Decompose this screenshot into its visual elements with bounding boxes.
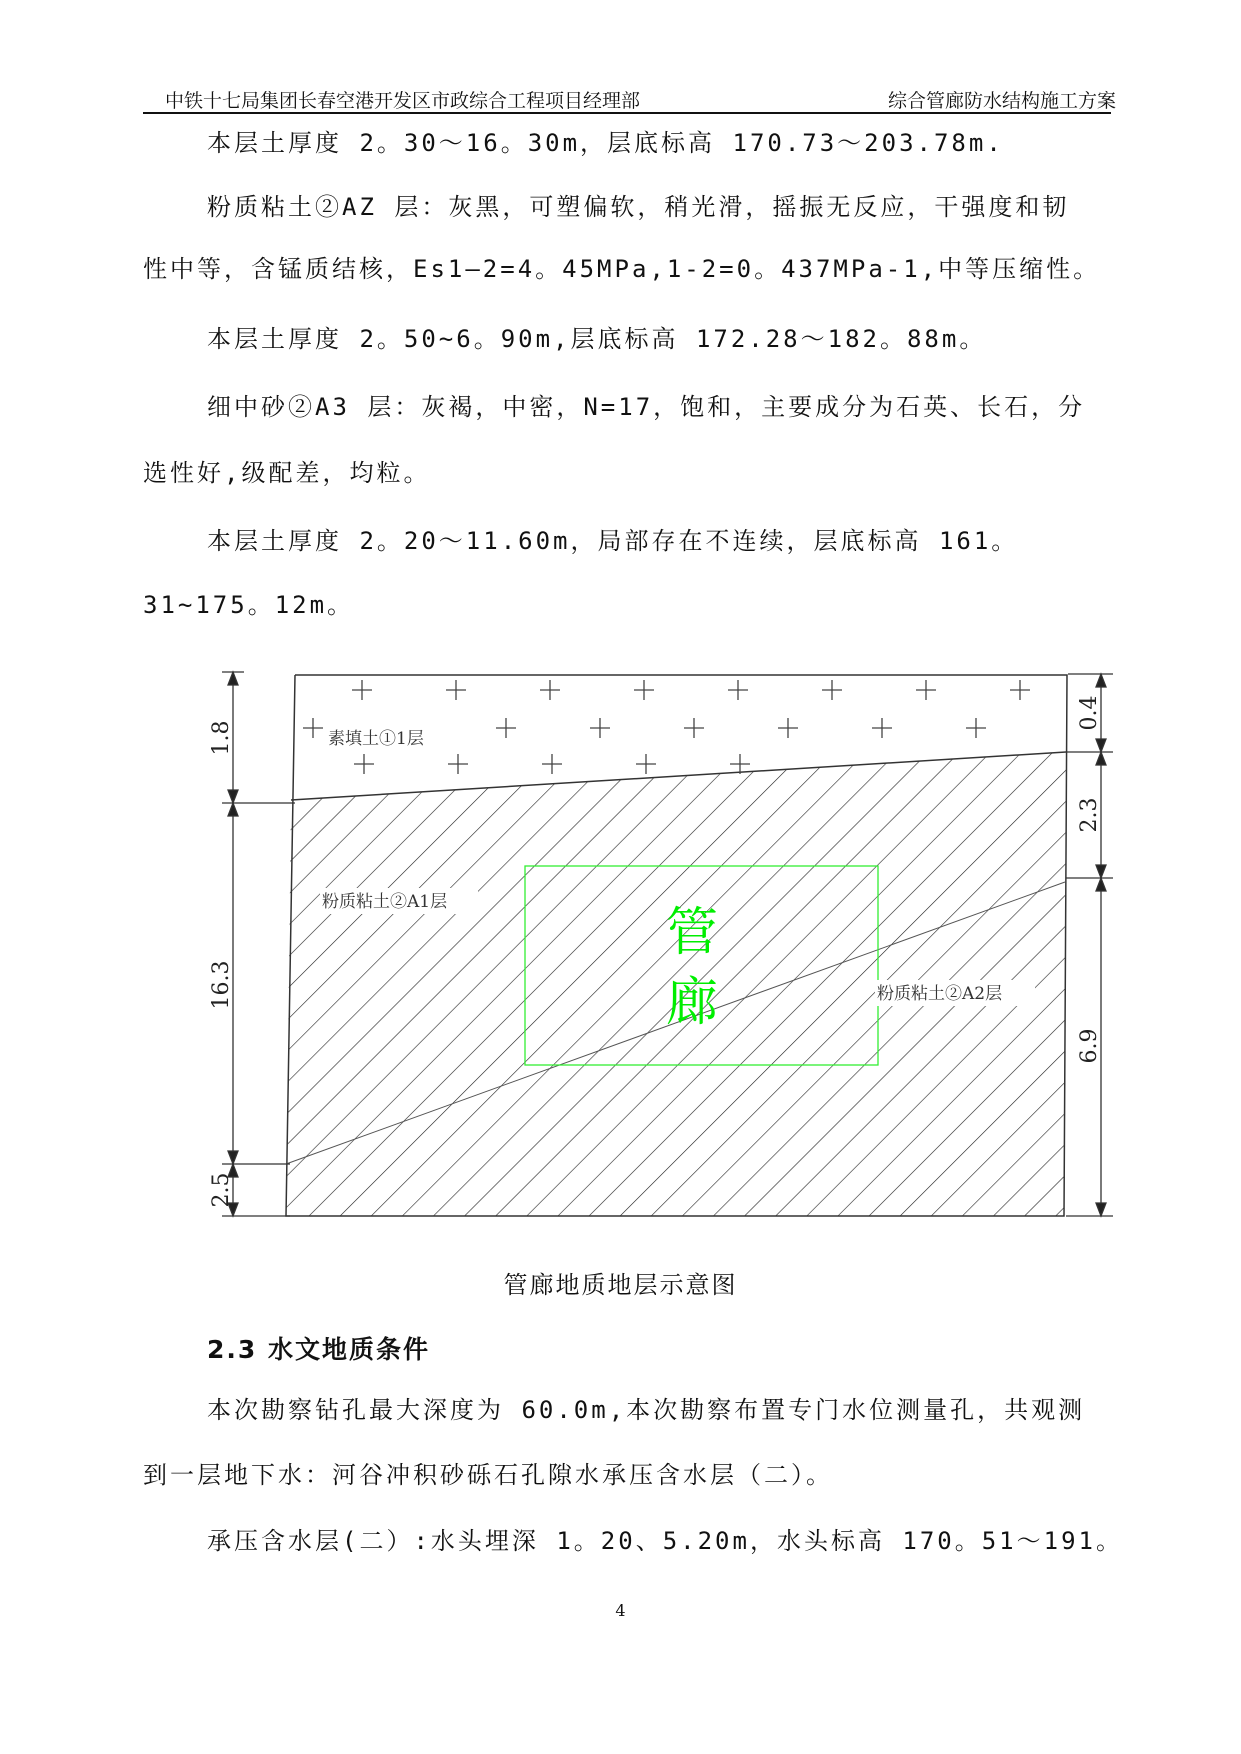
page-number: 4 — [615, 1601, 626, 1620]
left-dim-2: 16.3 — [209, 960, 234, 1010]
layer-label-fill: 素填土①1层 — [328, 729, 424, 749]
layer-label-clay-a1: 粉质粘土②A1层 — [322, 892, 448, 912]
right-dim-2: 2.3 — [1077, 797, 1102, 833]
section-heading: 2.3 水文地质条件 — [207, 1335, 430, 1364]
right-dim-1: 0.4 — [1077, 695, 1102, 731]
left-dim-1: 1.8 — [209, 720, 234, 756]
paragraph-line: 粉质粘土②AZ 层：灰黑，可塑偏软，稍光滑，摇振无反应，干强度和韧 — [207, 193, 1070, 221]
layer-label-clay-a2: 粉质粘土②A2层 — [877, 984, 1003, 1004]
left-dim-3: 2.5 — [209, 1172, 234, 1208]
paragraph-line: 到一层地下水：河谷冲积砂砾石孔隙水承压含水层（二）。 — [143, 1461, 833, 1489]
pipe-gallery-char-2: 廊 — [665, 973, 719, 1033]
pipe-gallery-char-1: 管 — [665, 903, 719, 963]
paragraph-line: 本层土厚度 2。30～16。30m，层底标高 170.73～203.78m. — [207, 129, 1004, 157]
figure-caption: 管廊地质地层示意图 — [503, 1271, 738, 1299]
paragraph-line: 细中砂②A3 层：灰褐，中密，N=17，饱和，主要成分为石英、长石，分 — [207, 393, 1086, 421]
paragraph-line: 承压含水层(二）:水头埋深 1。20、5.20m，水头标高 170。51～191。 — [207, 1527, 1123, 1555]
header-right: 综合管廊防水结构施工方案 — [887, 90, 1116, 112]
paragraph-line: 本层土厚度 2。20～11.60m，局部存在不连续，层底标高 161。 — [207, 527, 1019, 555]
paragraph-line: 选性好,级配差，均粒。 — [143, 459, 431, 487]
paragraph-line: 本次勘察钻孔最大深度为 60.0m,本次勘察布置专门水位测量孔，共观测 — [207, 1396, 1086, 1424]
header-left: 中铁十七局集团长春空港开发区市政综合工程项目经理部 — [165, 90, 641, 112]
right-dim-3: 6.9 — [1077, 1028, 1102, 1064]
paragraph-line: 性中等，含锰质结核，Es1—2=4。45MPa,1-2=0。437MPa-1,中等压缩性。 — [143, 255, 1101, 283]
paragraph-line: 31~175。12m。 — [143, 591, 355, 619]
paragraph-line: 本层土厚度 2。50~6。90m,层底标高 172.28～182。88m。 — [207, 325, 987, 353]
right-dimension — [1066, 674, 1113, 1216]
